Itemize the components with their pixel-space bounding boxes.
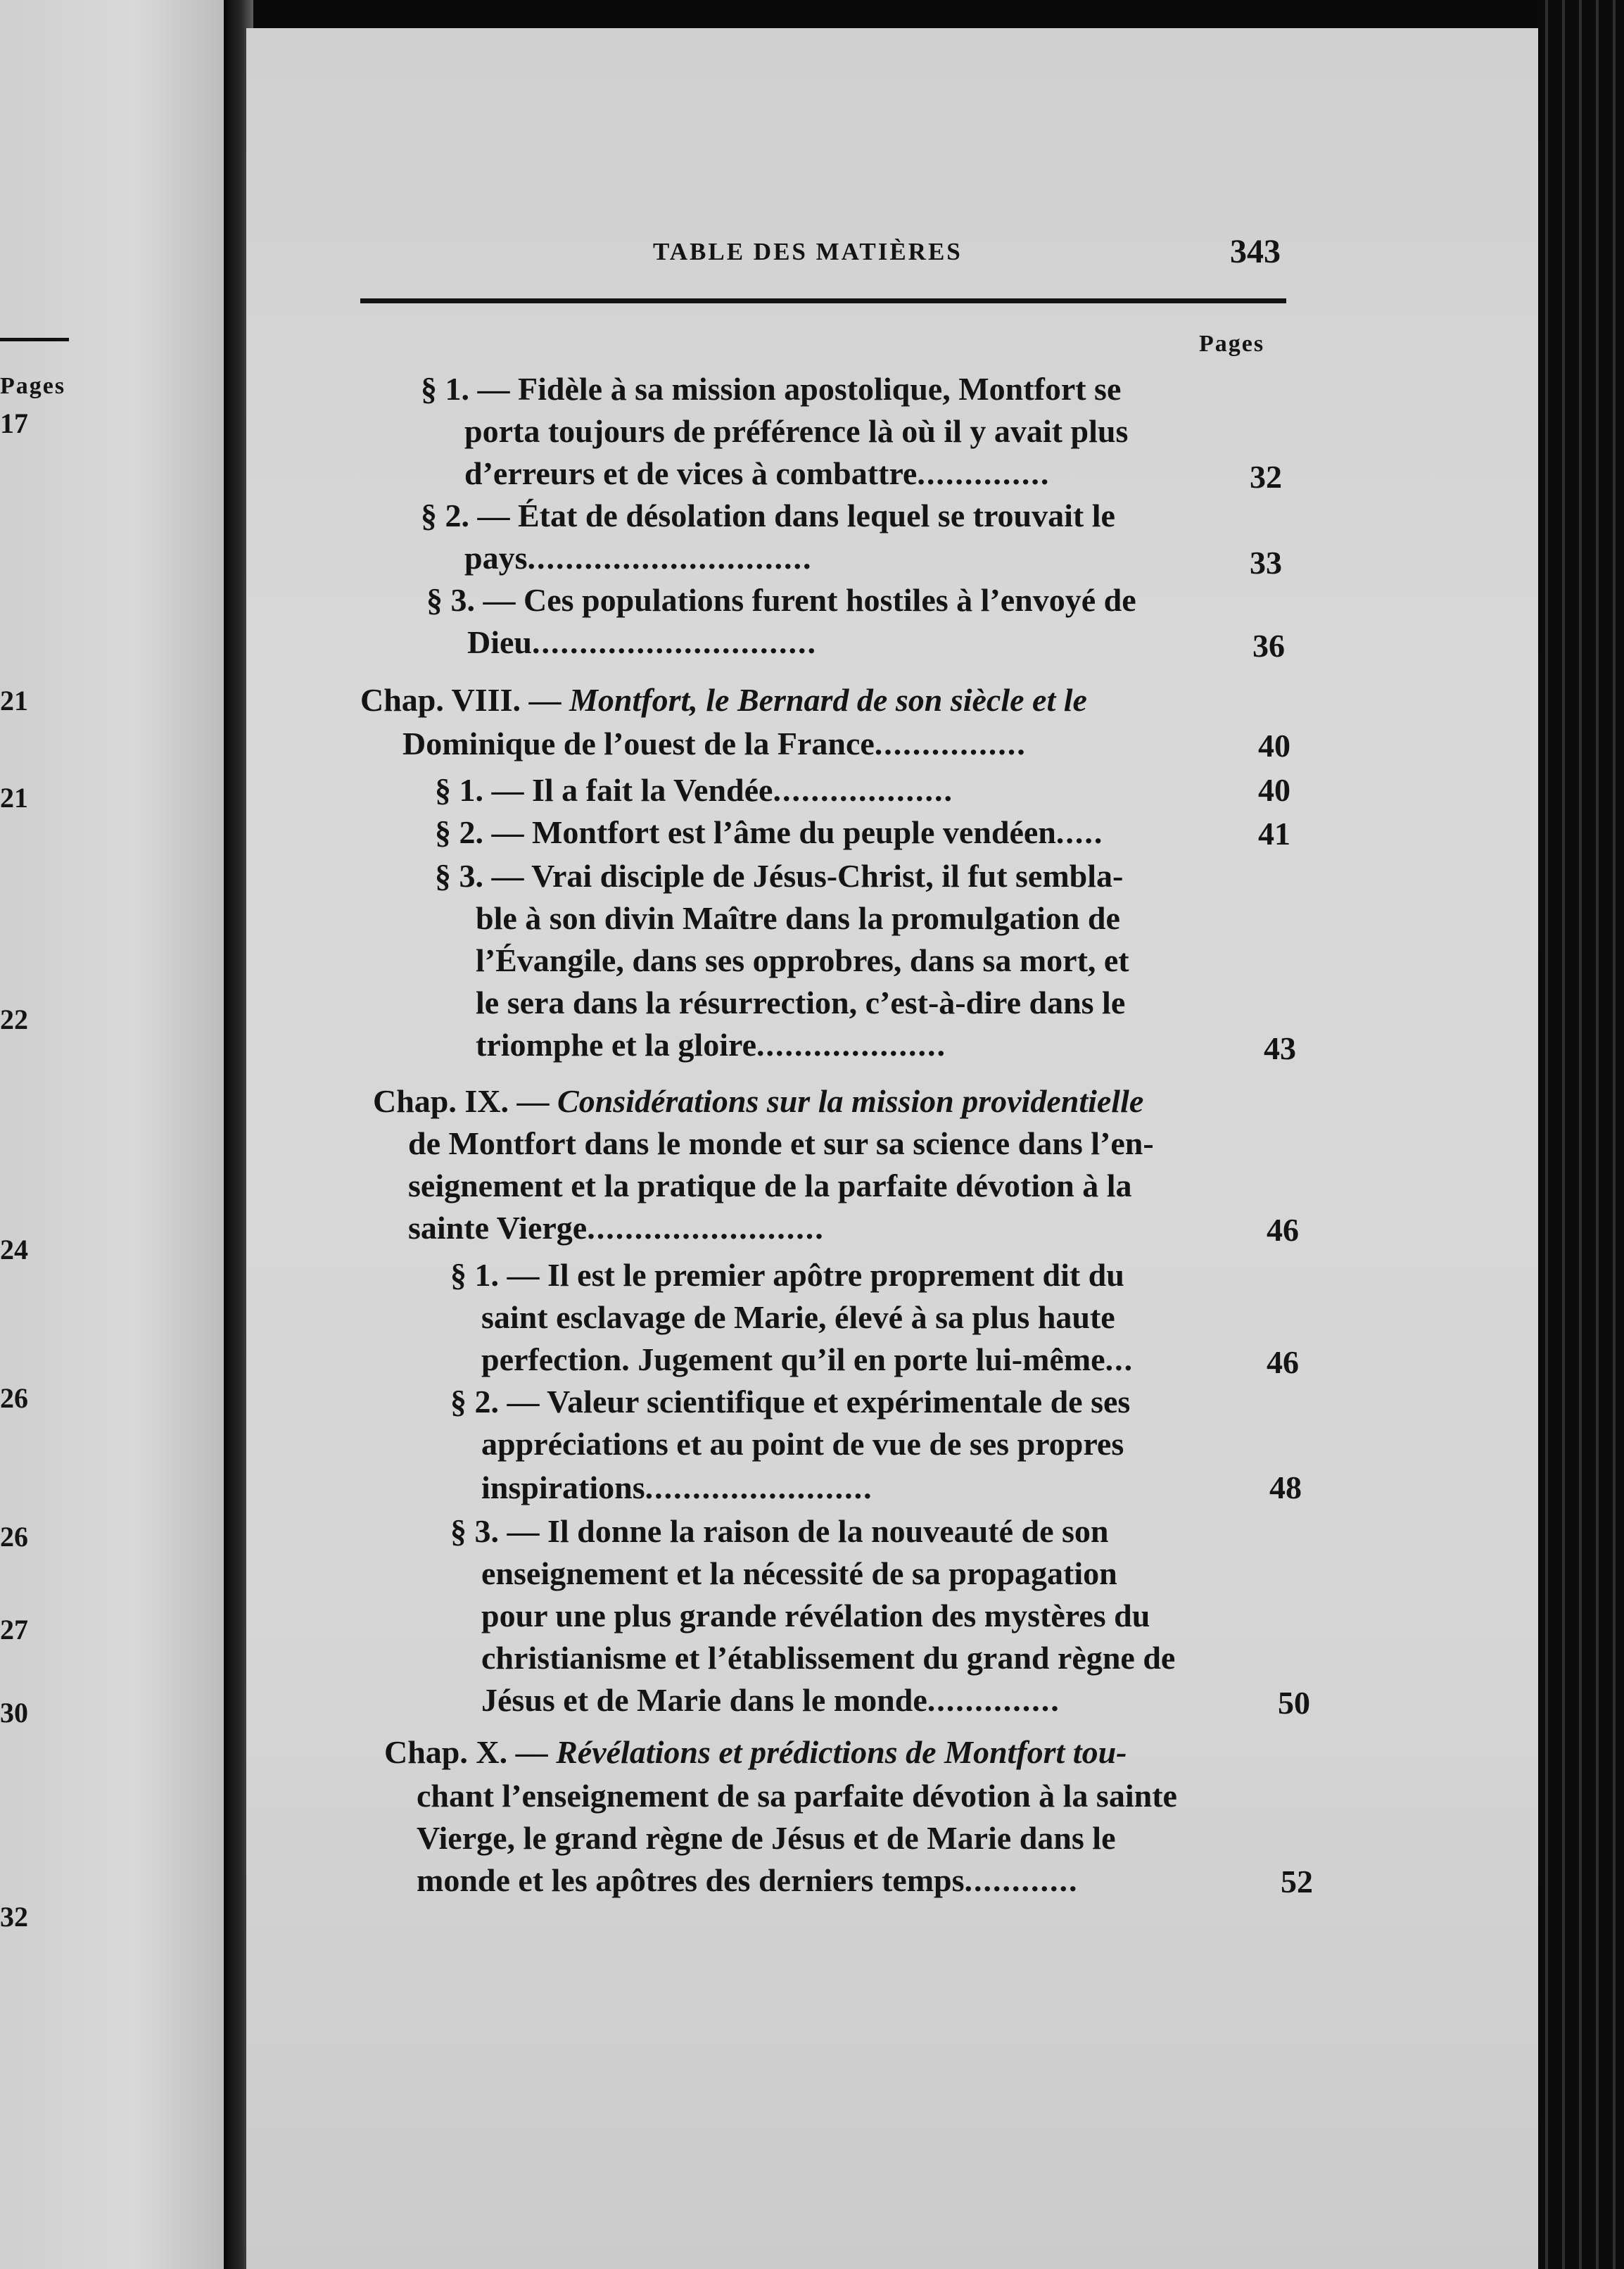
toc-entry-line: seignement et la pratique de la parfaite dévotion à la [408,1168,1132,1203]
leader-dots: .................... [756,1027,946,1063]
toc-entry-text: Jésus et de Marie dans le monde [481,1682,927,1718]
toc-entry-line: § 2. — État de désolation dans lequel se trouvait le [421,498,1115,533]
toc-entry-text: inspirations [481,1470,645,1505]
toc-entry-line: l’Évangile, dans ses opprobres, dans sa mort, et [476,942,1129,978]
toc-page-number: 43 [1264,1030,1296,1066]
toc-entry-line: § 2. — Valeur scientifique et expérimentale de ses [450,1384,1131,1420]
chapter-title: sainte Vierge [408,1210,588,1246]
toc-entry-line [435,769,953,811]
previous-page-number: 27 [0,1614,28,1645]
toc-page-number: 50 [1278,1685,1310,1721]
toc-page-number: 48 [1269,1470,1302,1505]
chapter-number: Chap. X. — [384,1734,557,1770]
leader-dots: ............ [964,1862,1079,1898]
toc-entry-line: saint esclavage de Marie, élevé à sa plus haute [481,1299,1115,1335]
toc-entry-line [481,1679,1060,1721]
previous-page-fragment [0,0,224,2269]
toc-entry-line: § 3. — Il donne la raison de la nouveauté de son [450,1513,1109,1549]
toc-entry-line [408,1207,825,1249]
toc-page-number: 40 [1258,728,1290,764]
chapter-heading [384,1731,1127,1774]
toc-entry-line [476,1024,946,1066]
chapter-title: Montfort, le Bernard de son siècle et le [569,682,1087,718]
toc-entry-line [464,537,812,579]
toc-page-number: 40 [1258,772,1290,808]
chapter-number: Chap. IX. — [373,1083,558,1119]
toc-entry-text: Dieu [467,624,532,660]
running-head: TABLE DES MATIÈRES [653,238,963,265]
chapter-title: Révélations et prédictions de Montfort tou- [556,1734,1127,1770]
toc-entry-line: § 1. — Il est le premier apôtre proprement dit du [450,1257,1124,1293]
toc-entry-line [481,1339,1134,1381]
previous-page-number: 17 [0,407,28,439]
toc-entry-line: le sera dans la résurrection, c’est-à-dire dans le [476,985,1126,1020]
toc-page-number: 36 [1252,628,1285,664]
chapter-title: Dominique de l’ouest de la France [402,726,875,761]
toc-entry-line: chant l’enseignement de sa parfaite dévotion à la sainte [417,1778,1177,1814]
previous-page-number: 26 [0,1382,28,1414]
toc-page-number: 46 [1267,1344,1299,1380]
chapter-heading [360,679,1087,721]
leader-dots: .............................. [532,624,817,660]
toc-page-number: 52 [1281,1864,1313,1900]
previous-page-number: 30 [0,1697,28,1728]
leader-dots: ..... [1055,814,1104,850]
toc-entry-line: § 3. — Vrai disciple de Jésus-Christ, il fut sembla- [435,858,1124,894]
leader-dots: ................... [773,772,953,808]
leader-dots: .............. [927,1682,1060,1718]
toc-entry-line: appréciations et au point de vue de ses propres [481,1426,1124,1462]
leader-dots: .............................. [527,540,813,576]
toc-entry-line [402,723,1027,765]
toc-page-number: 32 [1250,459,1282,495]
chapter-number: Chap. VIII. — [360,682,569,718]
chapter-heading [373,1080,1143,1123]
toc-page-number: 33 [1250,545,1282,581]
toc-entry-line [417,1859,1079,1902]
toc-entry-line: christianisme et l’établissement du grand règne de [481,1640,1176,1676]
toc-entry-line: pour une plus grande révélation des mystères du [481,1598,1150,1633]
chapter-title: Considérations sur la mission providentielle [557,1083,1144,1119]
header-rule [360,298,1286,303]
toc-entry-line: enseignement et la nécessité de sa propagation [481,1555,1117,1591]
toc-entry-line: § 1. — Fidèle à sa mission apostolique, Montfort se [421,371,1122,407]
toc-entry-line [467,621,817,664]
leader-dots: ........................ [645,1470,873,1505]
toc-page-number: 41 [1258,816,1290,852]
toc-entry-text: pays [464,540,528,576]
toc-entry-line: ble à son divin Maître dans la promulgation de [476,900,1120,936]
toc-page-number: 46 [1267,1212,1299,1248]
previous-page-rule [0,338,69,341]
leader-dots: ......................... [587,1210,825,1246]
previous-page-number: 32 [0,1901,28,1933]
leader-dots: ................ [874,726,1027,761]
previous-page-number: 22 [0,1004,28,1035]
toc-entry-text: triomphe et la gloire [476,1027,756,1063]
toc-entry-line: de Montfort dans le monde et sur sa science dans l’en- [408,1125,1154,1161]
pages-column-label: Pages [1199,331,1265,357]
previous-page-number: 21 [0,782,28,814]
toc-entry-line [464,453,1050,495]
page-edges [1538,0,1624,2269]
previous-page-number: 21 [0,685,28,716]
toc-entry-line [435,811,1103,854]
toc-entry-text: § 2. — Montfort est l’âme du peuple vendéen [435,814,1056,850]
leader-dots: .............. [917,455,1051,491]
page-number: 343 [1230,233,1281,270]
previous-page-pages-label: Pages [0,373,66,399]
toc-entry-line [481,1467,873,1509]
previous-page-number: 24 [0,1234,28,1265]
toc-entry-line: porta toujours de préférence là où il y avait plus [464,413,1129,449]
toc-entry-text: d’erreurs et de vices à combattre [464,455,918,491]
toc-entry-line: Vierge, le grand règne de Jésus et de Marie dans le [417,1820,1116,1856]
previous-page-number: 26 [0,1521,28,1553]
toc-entry-text: perfection. Jugement qu’il en porte lui-même [481,1341,1105,1377]
leader-dots: ... [1105,1341,1134,1377]
chapter-title: monde et les apôtres des derniers temps [417,1862,965,1898]
toc-entry-line: § 3. — Ces populations furent hostiles à l’envoyé de [426,582,1136,618]
toc-entry-text: § 1. — Il a fait la Vendée [435,772,773,808]
